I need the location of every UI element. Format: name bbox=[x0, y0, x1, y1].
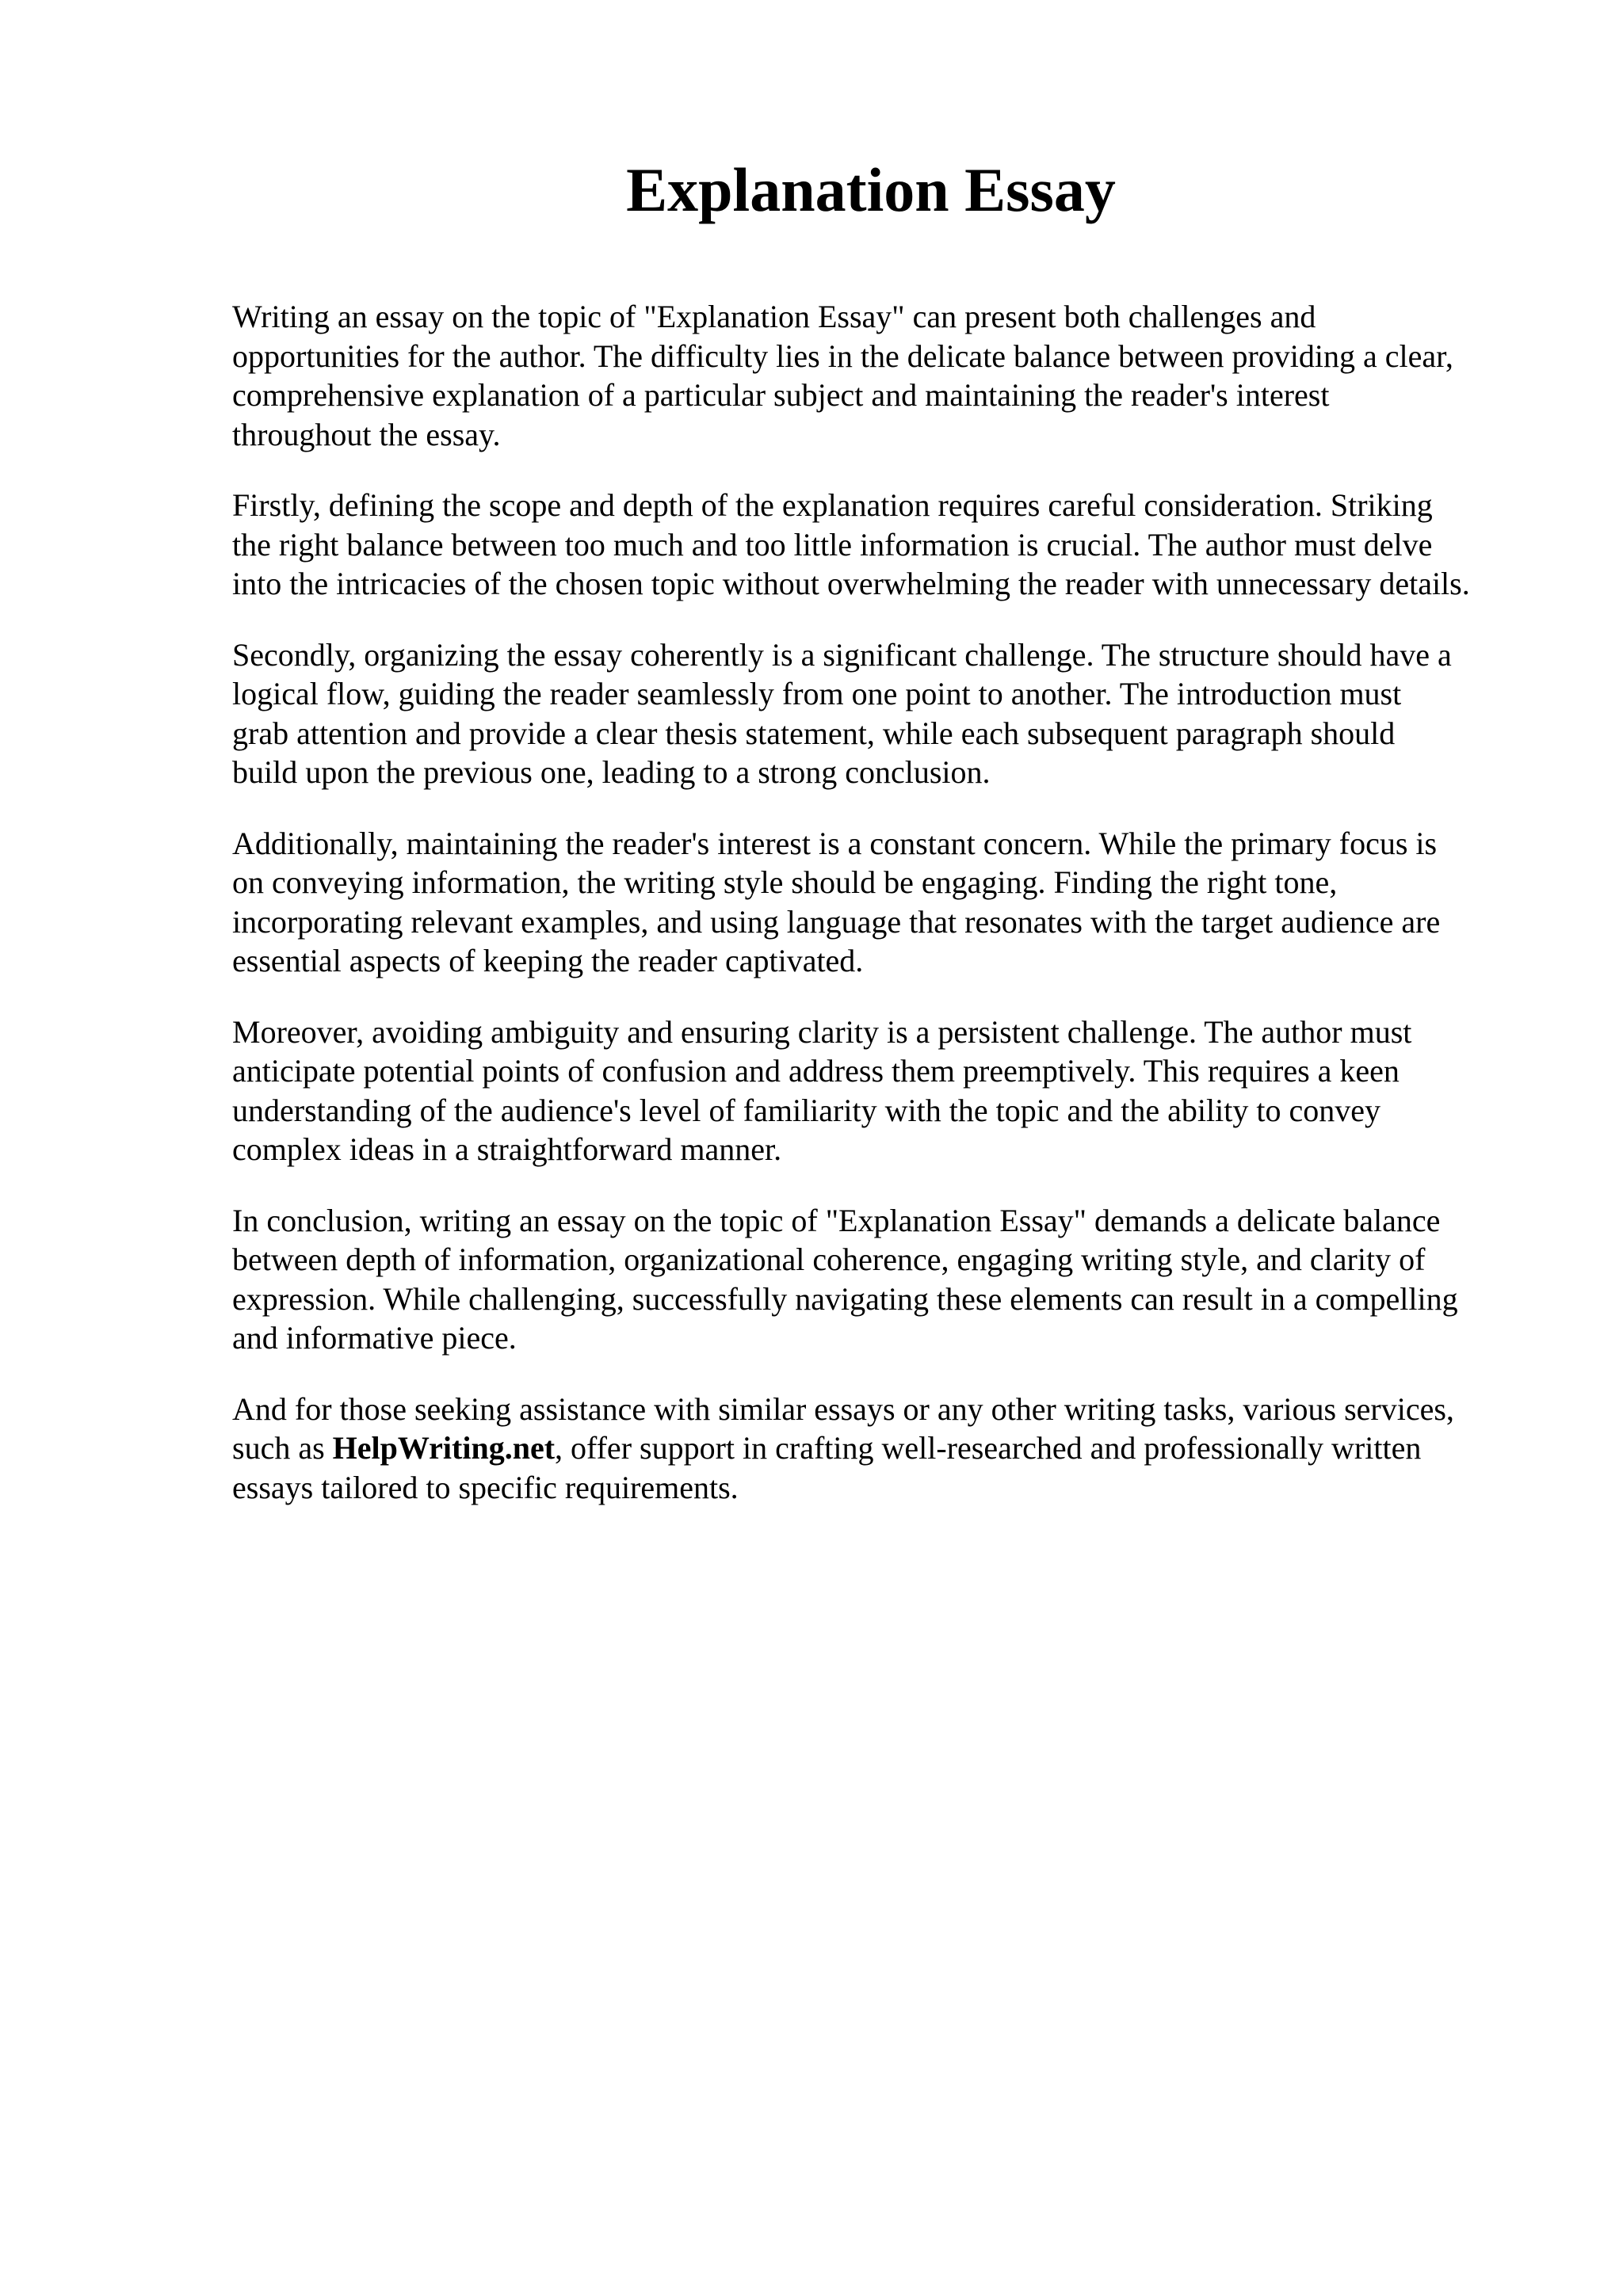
paragraph-conclusion: In conclusion, writing an essay on the topic of "Explanation Essay" demands a delicate balance between depth of information, organizational coherence, engaging writing style, and clarity of expression. While challenging, successfully navigating these elements can result in a compelling and informative piece. bbox=[232, 1202, 1458, 1356]
closing-text-before: And for those seeking assistance with similar essays or any other writing tasks, various services, such as bbox=[232, 1390, 1454, 1466]
essay-body bbox=[232, 297, 1579, 1539]
paragraph-organization: Secondly, organizing the essay coherently is a significant challenge. The structure should have a logical flow, guiding the reader seamlessly from one point to another. The introduction must grab attention and provide a clear thesis statement, while each subsequent paragraph should build upon the previous one, leading to a strong conclusion. bbox=[232, 636, 1452, 790]
paragraph-clarity: Moreover, avoiding ambiguity and ensuring clarity is a persistent challenge. The author must anticipate potential points of confusion and address them preemptively. This requires a keen understanding of the audience's level of familiarity with the topic and the ability to convey complex ideas in a straightforward manner. bbox=[232, 1013, 1412, 1167]
paragraph-closing bbox=[232, 1390, 1579, 1508]
paragraph-interest: Additionally, maintaining the reader's interest is a constant concern. While the primary focus is on conveying information, the writing style should be engaging. Finding the right tone, incorporating relevant examples, and using language that resonates with the target audience are essential aspects of keeping the reader captivated. bbox=[232, 825, 1441, 978]
paragraph-intro: Writing an essay on the topic of "Explanation Essay" can present both challenges and opportunities for the author. The difficulty lies in the delicate balance between providing a clear, comprehensive explanation of a particular subject and maintaining the reader's interest throughout the essay. bbox=[232, 299, 1453, 452]
page-title: Explanation Essay bbox=[626, 155, 1116, 224]
closing-text-after: , offer support in crafting well-researched and professionally written essays tailored to specific requirements. bbox=[232, 1430, 1422, 1505]
brand-link[interactable]: HelpWriting.net bbox=[332, 1430, 556, 1466]
paragraph-scope: Firstly, defining the scope and depth of the explanation requires careful consideration. Striking the right balance between too much and too little information is crucial. The author must delve into the intricacies of the chosen topic without overwhelming the reader with unnecessary details. bbox=[232, 487, 1470, 601]
